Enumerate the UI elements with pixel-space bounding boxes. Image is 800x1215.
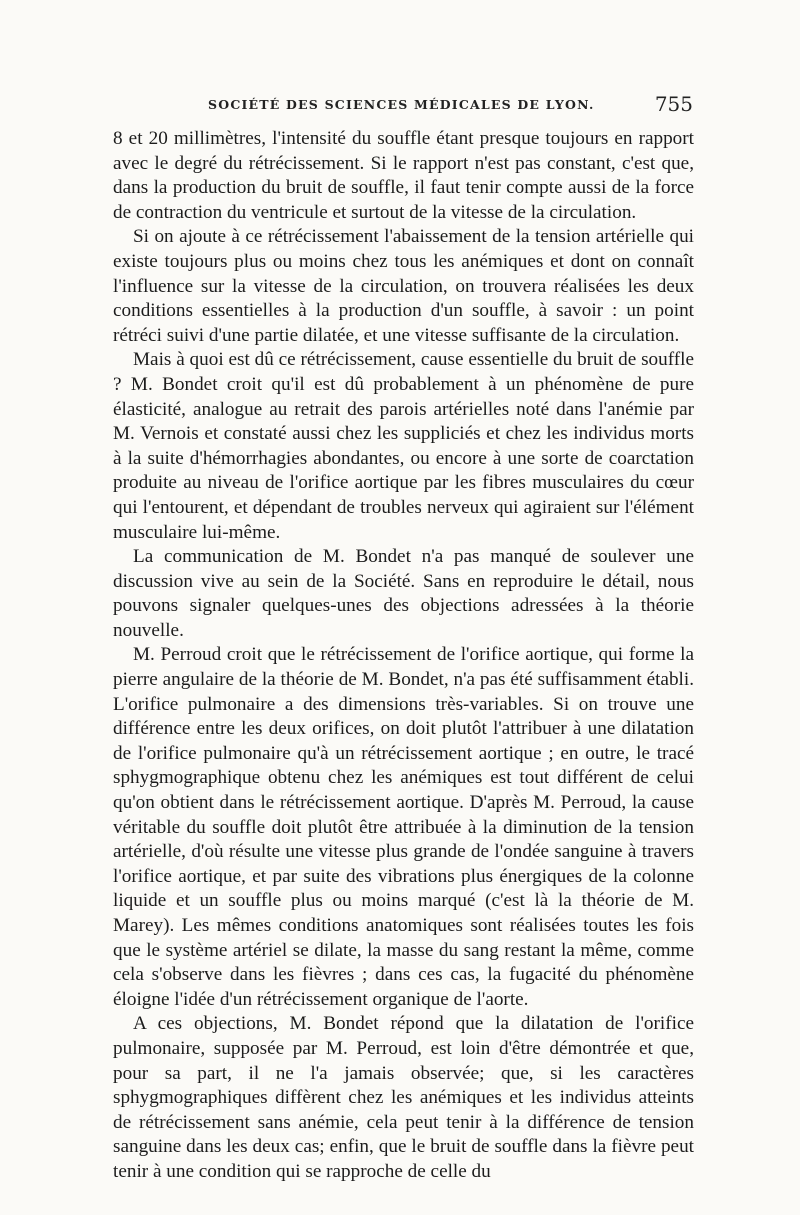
paragraph: A ces objections, M. Bondet répond que la dilatation de l'orifice pulmonaire, supposée par M. Perroud, est loin d'être démontrée et que, pour sa part, il ne l'a jamais observée; que, si les caractères sphygmographiques diffèrent chez les anémiques et les individus atteints de rétrécissement sans anémie, cela peut tenir à la différence de tension sanguine dans les deux cas; enfin, que le bruit de souffle dans la fièvre peut tenir à une condition qui se rapproche de celle du — [113, 1013, 694, 1182]
paragraph: Mais à quoi est dû ce rétrécissement, cause essentielle du bruit de souffle ? M. Bondet croit qu'il est dû probablement à un phénomène de pure élasticité, analogue au retrait des parois artérielles noté dans l'anémie par M. Vernois et constaté aussi chez les suppliciés et chez les individus morts à la suite d'hémorrhagies abondantes, ou encore à une sorte de coarctation produite au niveau de l'orifice aortique par les fibres musculaires du cœur qui l'entourent, et dépendant de troubles nerveux qui agiraient sur l'élément musculaire lui-même. — [113, 349, 694, 543]
running-title: SOCIÉTÉ DES SCIENCES MÉDICALES DE LYON. — [208, 97, 595, 112]
body-text — [113, 127, 694, 1185]
paragraph: La communication de M. Bondet n'a pas manqué de soulever une discussion vive au sein de la Société. Sans en reproduire le détail, nous pouvons signaler quelques-unes des objections adressées à la théorie nouvelle. — [113, 546, 694, 641]
running-header — [113, 92, 693, 122]
paragraph: M. Perroud croit que le rétrécissement de l'orifice aortique, qui forme la pierre angulaire de la théorie de M. Bondet, n'a pas été suffisamment établi. L'orifice pulmonaire a des dimensions très-variables. Si on trouve une différence entre les deux orifices, on doit plutôt l'attribuer à une dilatation de l'orifice pulmonaire qu'à un rétrécissement aortique ; en outre, le tracé sphygmographique obtenu chez les anémiques est tout différent de celui qu'on obtient dans le rétrécissement aortique. D'après M. Perroud, la cause véritable du souffle doit plutôt être attribuée à la diminution de la tension artérielle, d'où résulte une vitesse plus grande de l'ondée sanguine à travers l'orifice aortique, et par suite des vibrations plus énergiques de la colonne liquide et un souffle plus ou moins marqué (c'est là la théorie de M. Marey). Les mêmes conditions anatomiques sont réalisées toutes les fois que le système artériel se dilate, la masse du sang restant la même, comme cela s'observe dans les fièvres ; dans ces cas, la fugacité du phénomène éloigne l'idée d'un rétrécissement organique de l'aorte. — [113, 644, 694, 1010]
paragraph: Si on ajoute à ce rétrécissement l'abaissement de la tension artérielle qui existe toujours plus ou moins chez tous les anémiques et dont on connaît l'influence sur la vitesse de la circulation, on trouvera réalisées les deux conditions essentielles à la production d'un souffle, à savoir : un point rétréci suivi d'une partie dilatée, et une vitesse suffisante de la circulation. — [113, 226, 694, 346]
paragraph: 8 et 20 millimètres, l'intensité du souffle étant presque toujours en rapport avec le degré du rétrécissement. Si le rapport n'est pas constant, c'est que, dans la production du bruit de souffle, il faut tenir compte aussi de la force de contraction du ventricule et surtout de la vitesse de la circulation. — [113, 128, 694, 223]
page-number: 755 — [654, 92, 693, 116]
